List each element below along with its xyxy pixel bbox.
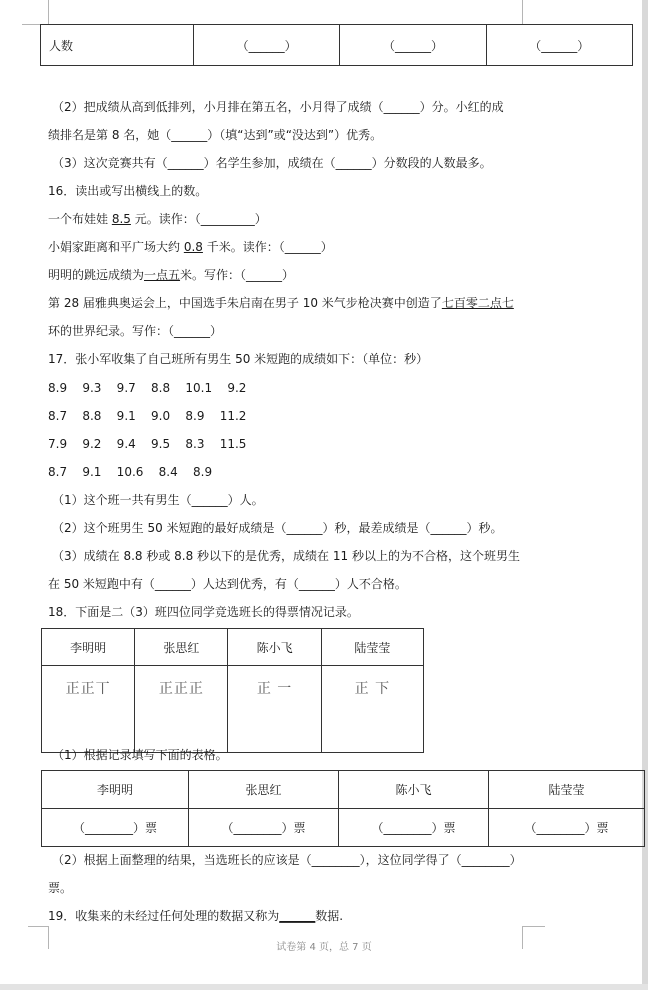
q17-title: 17．张小军收集了自己班所有男生 50 米短跑的成绩如下：（单位：秒） <box>48 352 429 366</box>
vote-count-table <box>41 770 645 847</box>
q18-part2-line1: （2）根据上面整理的结果，当选班长的应该是（________），这位同学得了（________） <box>52 853 522 867</box>
q16-line2 <box>48 239 333 255</box>
count-name-4: 陆莹莹 <box>489 771 645 809</box>
bottom-band <box>0 984 648 990</box>
q16-l4-underlined: 七百零二点七 <box>441 296 514 310</box>
count-blank-1: （________）票 <box>42 809 189 847</box>
q17-data-row-2: 8.7 8.8 9.1 9.0 8.9 11.2 <box>48 409 247 423</box>
count-table <box>40 24 633 66</box>
q18-part1: （1）根据记录填写下面的表格。 <box>52 748 228 762</box>
tally-1: 正正丅 <box>42 666 135 753</box>
q16-l3-post: 米。写作：（______） <box>180 268 295 282</box>
q16-title: 16．读出或写出横线上的数。 <box>48 184 208 198</box>
page-footer: 试卷第 4 页，总 7 页 <box>276 942 372 953</box>
count-cell-2: （______） <box>340 25 486 66</box>
q15-part2-line1: （2）把成绩从高到低排列，小月排在第五名，小月得了成绩（______）分。小红的成 <box>52 100 504 114</box>
q17-data-row-4: 8.7 9.1 10.6 8.4 8.9 <box>48 465 213 479</box>
vote-name-4: 陆莹莹 <box>321 629 423 666</box>
q16-l4-pre: 第 28 届雅典奥运会上，中国选手朱启南在男子 10 米气步枪决赛中创造了 <box>48 296 442 310</box>
q15-part3: （3）这次竞赛共有（______）名学生参加，成绩在（______）分数段的人数最多。 <box>52 156 492 170</box>
q16-line4 <box>48 295 514 311</box>
tally-4: 正 下 <box>321 666 423 753</box>
q16-l2-pre: 小娟家距离和平广场大约 <box>48 240 184 254</box>
count-name-1: 李明明 <box>42 771 189 809</box>
q16-l1-post: 元。读作：（_________） <box>130 212 267 226</box>
q18-title: 18．下面是二（3）班四位同学竞选班长的得票情况记录。 <box>48 605 359 619</box>
tally-3: 正 一 <box>228 666 321 753</box>
vote-name-3: 陈小飞 <box>228 629 321 666</box>
q16-l1-underlined: 8.5 <box>111 212 131 226</box>
q17-data-row-1: 8.9 9.3 9.7 8.8 10.1 9.2 <box>48 381 247 395</box>
q19-line <box>48 908 343 924</box>
q17-part1: （1）这个班一共有男生（______）人。 <box>52 493 264 507</box>
count-blank-3: （________）票 <box>339 809 489 847</box>
q19-post: 数据. <box>315 909 344 923</box>
q17-part2: （2）这个班男生 50 米短跑的最好成绩是（______）秒，最差成绩是（______）秒。 <box>52 521 503 535</box>
q16-line5: 环的世界纪录。写作：（______） <box>48 324 223 338</box>
tally-2: 正正正 <box>135 666 228 753</box>
q16-line3 <box>48 267 294 283</box>
q17-part3-line1: （3）成绩在 8.8 秒或 8.8 秒以下的是优秀，成绩在 11 秒以上的为不合格，这个班男生 <box>52 549 520 563</box>
q19-pre: 19．收集来的未经过任何处理的数据又称为 <box>48 909 280 923</box>
count-blank-2: （________）票 <box>189 809 339 847</box>
vote-name-1: 李明明 <box>42 629 135 666</box>
count-cell-3: （______） <box>486 25 632 66</box>
q17-part3-line2: 在 50 米短跑中有（______）人达到优秀，有（______）人不合格。 <box>48 577 407 591</box>
corner-mark-top-left <box>22 0 49 25</box>
q16-l2-post: 千米。读作：（______） <box>202 240 333 254</box>
count-cell-1: （______） <box>193 25 339 66</box>
q16-line1 <box>48 211 267 227</box>
q16-l3-underlined: 一点五 <box>144 268 181 282</box>
count-label: 人数 <box>41 25 194 66</box>
q19-blank: ______ <box>279 909 316 923</box>
count-blank-4: （________）票 <box>489 809 645 847</box>
corner-mark-top-right <box>522 0 549 25</box>
q17-data-row-3: 7.9 9.2 9.4 9.5 8.3 11.5 <box>48 437 247 451</box>
count-name-3: 陈小飞 <box>339 771 489 809</box>
vote-name-2: 张思红 <box>135 629 228 666</box>
q16-l2-underlined: 0.8 <box>183 240 203 254</box>
q16-l1-pre: 一个布娃娃 <box>48 212 112 226</box>
q15-part2-line2: 绩排名是第 8 名，她（______）（填“达到”或“没达到”）优秀。 <box>48 128 383 142</box>
q18-part2-line2: 票。 <box>48 881 73 895</box>
q16-l3-pre: 明明的跳远成绩为 <box>48 268 145 282</box>
count-name-2: 张思红 <box>189 771 339 809</box>
vote-record-table <box>41 628 424 753</box>
